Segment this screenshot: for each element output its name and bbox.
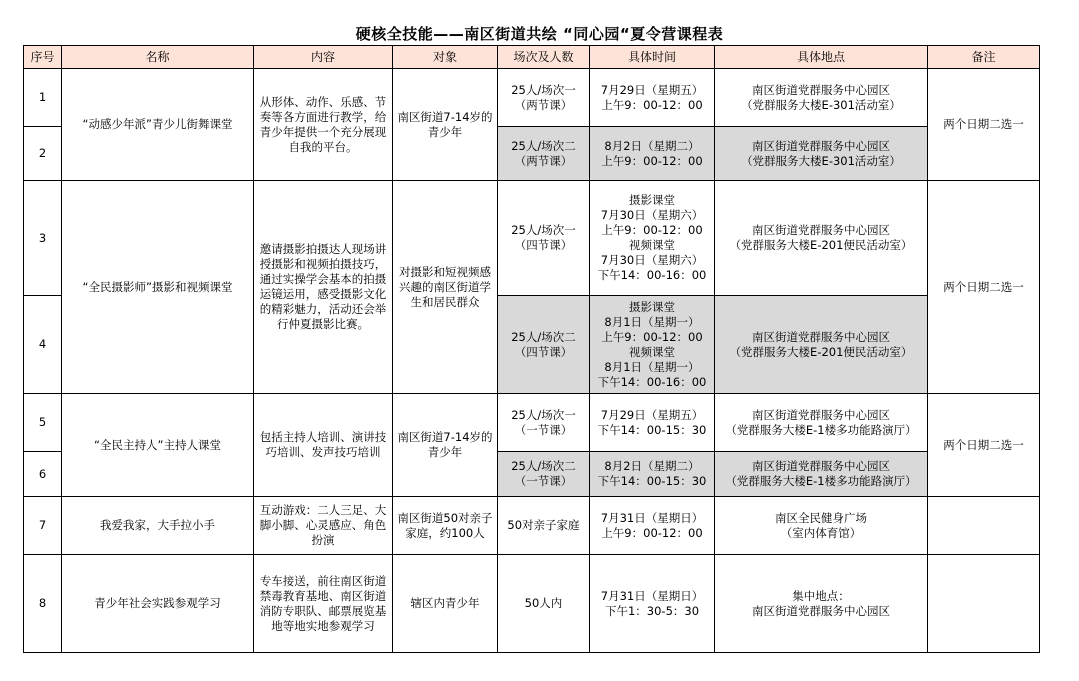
course-content: 包括主持人培训、演讲技巧培训、发声技巧培训 — [254, 394, 393, 497]
course-audience: 南区街道50对亲子家庭，约100人 — [393, 497, 498, 555]
header-time: 具体时间 — [590, 46, 715, 69]
course-note: 两个日期二选一 — [928, 181, 1040, 394]
row-index: 5 — [24, 394, 62, 452]
header-audience: 对象 — [393, 46, 498, 69]
course-note — [928, 555, 1040, 653]
header-note: 备注 — [928, 46, 1040, 69]
table-row — [24, 181, 1040, 296]
time-cell: 7月29日（星期五） 上午9：00-12：00 — [590, 69, 715, 127]
header-name: 名称 — [62, 46, 254, 69]
course-note — [928, 497, 1040, 555]
table-row — [24, 394, 1040, 452]
course-note: 两个日期二选一 — [928, 394, 1040, 497]
table-row — [24, 69, 1040, 127]
row-index: 8 — [24, 555, 62, 653]
time-cell: 7月31日（星期日） 下午1：30-5：30 — [590, 555, 715, 653]
location-cell: 南区街道党群服务中心园区 （党群服务大楼E-201便民活动室） — [715, 296, 928, 394]
location-cell: 集中地点： 南区街道党群服务中心园区 — [715, 555, 928, 653]
course-audience: 南区街道7-14岁的青少年 — [393, 69, 498, 181]
table-row — [24, 497, 1040, 555]
location-cell: 南区全民健身广场 （室内体育馆） — [715, 497, 928, 555]
course-audience: 南区街道7-14岁的青少年 — [393, 394, 498, 497]
sessions-cell: 25人/场次一 （四节课） — [498, 181, 590, 296]
time-cell: 7月31日（星期日） 上午9：00-12：00 — [590, 497, 715, 555]
table-row — [24, 555, 1040, 653]
course-name: 青少年社会实践参观学习 — [62, 555, 254, 653]
sessions-cell: 25人/场次二 （两节课） — [498, 127, 590, 181]
course-name: “全民主持人”主持人课堂 — [62, 394, 254, 497]
course-audience: 辖区内青少年 — [393, 555, 498, 653]
location-cell: 南区街道党群服务中心园区 （党群服务大楼E-1楼多功能路演厅） — [715, 394, 928, 452]
row-index: 6 — [24, 452, 62, 497]
row-index: 7 — [24, 497, 62, 555]
row-index: 4 — [24, 296, 62, 394]
header-row — [24, 46, 1040, 69]
sessions-cell: 50对亲子家庭 — [498, 497, 590, 555]
location-cell: 南区街道党群服务中心园区 （党群服务大楼E-1楼多功能路演厅） — [715, 452, 928, 497]
course-name: 我爱我家，大手拉小手 — [62, 497, 254, 555]
course-schedule-table — [23, 45, 1040, 653]
header-content: 内容 — [254, 46, 393, 69]
course-name: “全民摄影师”摄影和视频课堂 — [62, 181, 254, 394]
location-cell: 南区街道党群服务中心园区 （党群服务大楼E-301活动室） — [715, 69, 928, 127]
course-content: 专车接送，前往南区街道禁毒教育基地、南区街道消防专职队、邮票展览基地等地实地参观学习 — [254, 555, 393, 653]
course-content: 邀请摄影拍摄达人现场讲授摄影和视频拍摄技巧，通过实操学会基本的拍摄运镜运用，感受摄影文化的精彩魅力，活动还会举行仲夏摄影比赛。 — [254, 181, 393, 394]
course-audience: 对摄影和短视频感兴趣的南区街道学生和居民群众 — [393, 181, 498, 394]
time-cell: 8月2日（星期二） 下午14：00-15：30 — [590, 452, 715, 497]
header-index: 序号 — [24, 46, 62, 69]
location-cell: 南区街道党群服务中心园区 （党群服务大楼E-201便民活动室） — [715, 181, 928, 296]
sessions-cell: 25人/场次一 （一节课） — [498, 394, 590, 452]
header-location: 具体地点 — [715, 46, 928, 69]
time-cell: 7月29日（星期五） 下午14：00-15：30 — [590, 394, 715, 452]
course-name: “动感少年派”青少儿街舞课堂 — [62, 69, 254, 181]
header-sessions: 场次及人数 — [498, 46, 590, 69]
course-content: 从形体、动作、乐感、节奏等各方面进行教学，给青少年提供一个充分展现自我的平台。 — [254, 69, 393, 181]
sessions-cell: 25人/场次二 （一节课） — [498, 452, 590, 497]
sessions-cell: 50人内 — [498, 555, 590, 653]
sessions-cell: 25人/场次二 （四节课） — [498, 296, 590, 394]
time-cell: 摄影课堂 8月1日（星期一） 上午9：00-12：00 视频课堂 8月1日（星期一） 下午14：00-16：00 — [590, 296, 715, 394]
time-cell: 摄影课堂 7月30日（星期六） 上午9：00-12：00 视频课堂 7月30日（星期六） 下午14：00-16：00 — [590, 181, 715, 296]
page-title: 硬核全技能——南区街道共绘 “同心园“夏令营课程表 — [355, 25, 724, 43]
row-index: 1 — [24, 69, 62, 127]
time-cell: 8月2日（星期二） 上午9：00-12：00 — [590, 127, 715, 181]
sessions-cell: 25人/场次一 （两节课） — [498, 69, 590, 127]
row-index: 2 — [24, 127, 62, 181]
location-cell: 南区街道党群服务中心园区 （党群服务大楼E-301活动室） — [715, 127, 928, 181]
course-note: 两个日期二选一 — [928, 69, 1040, 181]
row-index: 3 — [24, 181, 62, 296]
course-content: 互动游戏：二人三足、大脚小脚、心灵感应、角色扮演 — [254, 497, 393, 555]
